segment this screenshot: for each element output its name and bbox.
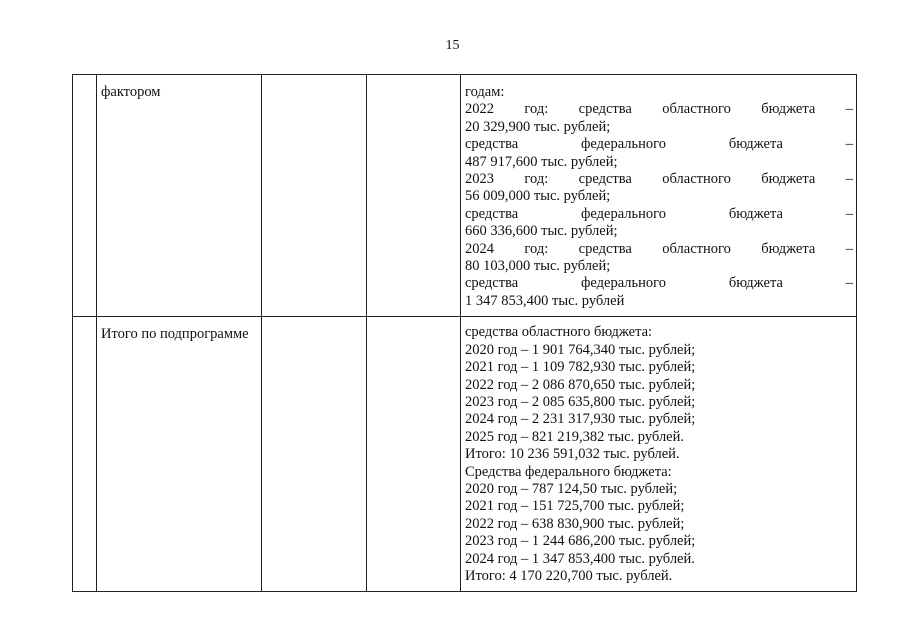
- funding-line: [465, 446, 853, 463]
- funding-word: 2020 год – 787 124,50 тыс. рублей;: [465, 480, 678, 497]
- funding-word: –: [845, 171, 853, 188]
- funding-word: 20 329,900 тыс. рублей;: [465, 118, 611, 135]
- funding-word: бюджета: [728, 275, 783, 292]
- funding-line: [465, 154, 853, 171]
- funding-word: –: [845, 205, 853, 222]
- funding-line: [465, 84, 853, 101]
- funding-line: [465, 119, 853, 136]
- funding-word: годам:: [465, 84, 505, 100]
- funding-word: 1 347 853,400 тыс. рублей: [465, 292, 625, 309]
- funding-word: бюджета: [728, 205, 783, 222]
- funding-word: –: [845, 275, 853, 292]
- table-cell-empty: [262, 317, 367, 592]
- funding-word: федерального: [581, 275, 666, 292]
- funding-word: бюджета: [761, 240, 816, 257]
- funding-word: 2023: [465, 171, 494, 188]
- row-label: фактором: [101, 84, 161, 100]
- funding-line: [465, 533, 853, 550]
- table-cell-label: [97, 75, 262, 317]
- funding-word: 2022 год – 2 086 870,650 тыс. рублей;: [465, 376, 696, 393]
- funding-word: 2025 год – 821 219,382 тыс. рублей.: [465, 428, 685, 445]
- funding-line: [465, 359, 853, 376]
- funding-word: средства: [465, 205, 519, 222]
- funding-word: 2023 год – 2 085 635,800 тыс. рублей;: [465, 393, 696, 410]
- funding-text: [461, 75, 856, 316]
- funding-word: –: [845, 101, 853, 118]
- funding-line: [465, 394, 853, 411]
- funding-word: 2021 год – 1 109 782,930 тыс. рублей;: [465, 359, 696, 376]
- table-cell-empty: [262, 75, 367, 317]
- funding-word: 2023 год – 1 244 686,200 тыс. рублей;: [465, 533, 696, 550]
- funding-line: [465, 377, 853, 394]
- funding-word: средства: [465, 136, 519, 153]
- funding-line: [465, 551, 853, 568]
- funding-word: средства областного бюджета:: [465, 324, 653, 341]
- funding-word: 2022 год – 638 830,900 тыс. рублей;: [465, 515, 685, 532]
- funding-line: [465, 411, 853, 428]
- funding-word: Итого: 10 236 591,032 тыс. рублей.: [465, 446, 680, 463]
- funding-word: –: [845, 240, 853, 257]
- funding-line: [465, 275, 853, 292]
- funding-line: [465, 241, 853, 258]
- funding-line: [465, 188, 853, 205]
- table-row: [73, 317, 857, 592]
- funding-line: [465, 258, 853, 275]
- funding-line: [465, 464, 853, 481]
- table-row: [73, 75, 857, 317]
- funding-word: Итого: 4 170 220,700 тыс. рублей.: [465, 567, 673, 584]
- funding-line: [465, 342, 853, 359]
- funding-line: [465, 568, 853, 585]
- funding-word: федерального: [581, 205, 666, 222]
- funding-line: [465, 516, 853, 533]
- budget-table: [72, 74, 857, 592]
- funding-line: [465, 429, 853, 446]
- funding-line: [465, 481, 853, 498]
- funding-word: 2020 год – 1 901 764,340 тыс. рублей;: [465, 341, 696, 358]
- funding-line: [465, 136, 853, 153]
- funding-word: бюджета: [761, 101, 816, 118]
- table-cell-empty: [367, 317, 461, 592]
- funding-word: средства: [578, 101, 632, 118]
- funding-word: средства: [465, 275, 519, 292]
- funding-word: 2021 год – 151 725,700 тыс. рублей;: [465, 498, 685, 515]
- funding-word: год:: [524, 240, 549, 257]
- funding-word: 2024 год – 1 347 853,400 тыс. рублей.: [465, 550, 695, 567]
- funding-line: [465, 223, 853, 240]
- funding-word: бюджета: [728, 136, 783, 153]
- table-cell-number: [73, 75, 97, 317]
- table-cell-empty: [367, 75, 461, 317]
- funding-word: 80 103,000 тыс. рублей;: [465, 258, 611, 275]
- table-cell-label: [97, 317, 262, 592]
- funding-line: [465, 171, 853, 188]
- table-cell-funding: [461, 75, 857, 317]
- funding-word: областного: [662, 171, 731, 188]
- funding-word: 2022: [465, 101, 494, 118]
- funding-word: 2024 год – 2 231 317,930 тыс. рублей;: [465, 411, 696, 428]
- page-number: 15: [445, 38, 460, 53]
- row-label: Итого по подпрограмме: [101, 326, 249, 343]
- funding-word: Средства федерального бюджета:: [465, 463, 672, 480]
- table-cell-funding: [461, 317, 857, 592]
- funding-line: [465, 101, 853, 118]
- funding-word: 56 009,000 тыс. рублей;: [465, 188, 611, 205]
- funding-word: год:: [524, 101, 549, 118]
- funding-word: областного: [662, 240, 731, 257]
- funding-line: [465, 206, 853, 223]
- funding-word: федерального: [581, 136, 666, 153]
- funding-text: [461, 317, 856, 591]
- funding-word: 487 917,600 тыс. рублей;: [465, 153, 618, 170]
- funding-line: [465, 498, 853, 515]
- funding-word: 660 336,600 тыс. рублей;: [465, 223, 618, 240]
- funding-word: областного: [662, 101, 731, 118]
- funding-word: средства: [578, 240, 632, 257]
- funding-word: год:: [524, 171, 549, 188]
- funding-word: средства: [578, 171, 632, 188]
- table-cell-number: [73, 317, 97, 592]
- funding-line: [465, 324, 853, 341]
- funding-word: –: [845, 136, 853, 153]
- funding-word: бюджета: [761, 171, 816, 188]
- funding-word: 2024: [465, 240, 494, 257]
- funding-line: [465, 293, 853, 310]
